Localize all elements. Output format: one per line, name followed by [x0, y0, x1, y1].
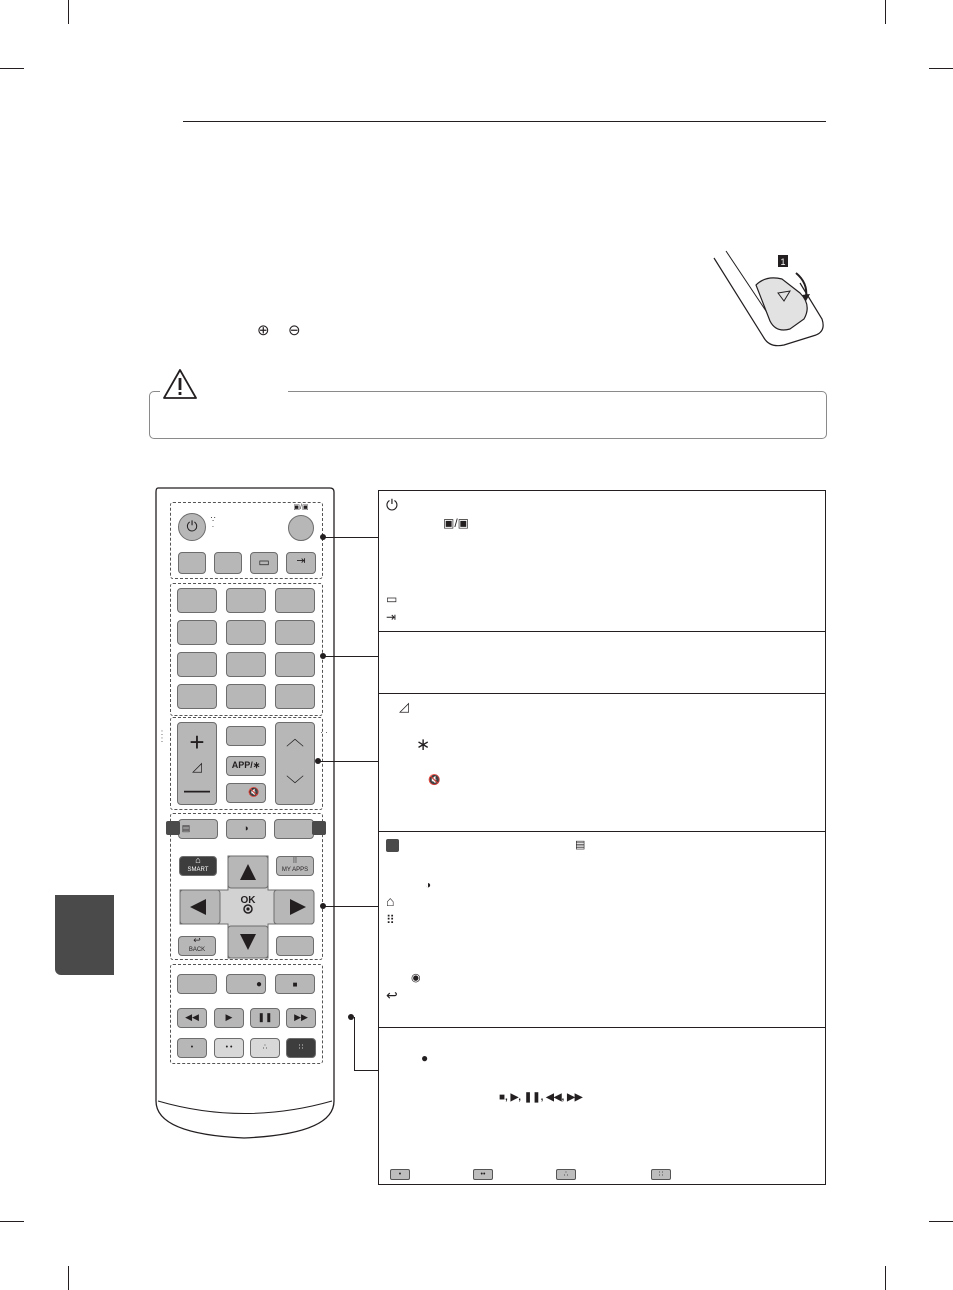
playback-icons: ■, ▶, ❚❚, ◀◀, ▶▶	[499, 1092, 583, 1103]
teletext-icon: ▤	[575, 839, 586, 851]
ratio-icon: ▭	[258, 555, 270, 569]
number-button[interactable]	[177, 588, 217, 613]
crop-mark	[929, 68, 953, 69]
callout-line	[318, 761, 378, 762]
back-icon: ↩	[386, 987, 398, 1003]
back-label: BACK	[188, 947, 206, 953]
input-icon: ⇥	[296, 555, 306, 567]
teletext-icon: ▤	[181, 823, 191, 833]
play-icon: ▶	[225, 1012, 233, 1022]
crop-mark	[929, 1221, 953, 1222]
remote-button[interactable]	[274, 819, 314, 839]
yellow-button-icon: ∴	[556, 1169, 576, 1180]
panel-navigation	[378, 831, 826, 1028]
info-icon: ◑	[243, 823, 249, 833]
mute-icon: 🔇	[248, 787, 260, 797]
minus-icon: —	[184, 774, 210, 804]
panel-numbers	[378, 631, 826, 694]
remote-button[interactable]	[178, 552, 206, 574]
dot-marker: · ·	[320, 728, 328, 737]
plus-circle-icon: ⊕	[257, 322, 270, 339]
marker-square	[312, 821, 326, 835]
callout-line	[323, 906, 378, 907]
tv-radio-icon: ▣/▣	[443, 516, 470, 530]
two-dot-icon: • •	[225, 1044, 233, 1051]
input-icon: ⇥	[386, 610, 397, 624]
chevron-up-icon: ︿	[286, 729, 304, 749]
star-icon: ∗	[416, 735, 431, 754]
ok-icon: ◉	[411, 972, 421, 984]
number-button[interactable]	[275, 684, 315, 709]
tv-radio-icon: ▣/▣	[293, 504, 309, 511]
panel-volume	[378, 693, 826, 832]
number-button[interactable]	[275, 620, 315, 645]
tv-radio-button[interactable]	[288, 515, 314, 541]
mute-icon: 🔇	[428, 775, 441, 786]
pause-icon: ❚❚	[257, 1012, 273, 1022]
minus-circle-icon: ⊖	[288, 322, 301, 339]
marker-square	[386, 839, 399, 852]
record-icon: ●	[421, 1051, 429, 1065]
number-button[interactable]	[226, 684, 266, 709]
number-button[interactable]	[275, 652, 315, 677]
remote-button[interactable]	[276, 936, 314, 956]
crop-mark	[68, 1266, 69, 1290]
callout-line	[354, 1017, 355, 1070]
grid-icon: ⠿	[292, 858, 298, 865]
callout-line	[323, 656, 378, 657]
rewind-icon: ◀◀	[185, 1012, 199, 1022]
remote-button[interactable]	[214, 552, 242, 574]
number-button[interactable]	[226, 652, 266, 677]
number-button[interactable]	[226, 588, 266, 613]
three-dot-icon: ∴	[262, 1044, 268, 1051]
number-button[interactable]	[226, 620, 266, 645]
svg-text:1: 1	[780, 257, 786, 267]
panel-playback	[378, 1027, 826, 1185]
callout-line	[354, 1070, 378, 1071]
volume-icon: ◿	[399, 699, 409, 714]
battery-cover-illustration	[704, 243, 829, 353]
ratio-icon: ▭	[386, 592, 398, 606]
crop-mark	[0, 1221, 24, 1222]
info-icon: ◑	[425, 880, 432, 891]
ok-label: OK	[240, 895, 256, 906]
forward-icon: ▶▶	[294, 1012, 308, 1022]
one-dot-icon: •	[190, 1044, 194, 1051]
number-button[interactable]	[177, 684, 217, 709]
number-button[interactable]	[177, 652, 217, 677]
power-icon: ⏻	[186, 518, 198, 534]
warning-icon	[162, 368, 198, 400]
stop-icon: ■	[292, 980, 298, 989]
crop-mark	[0, 68, 24, 69]
remote-button[interactable]	[177, 974, 217, 994]
power-icon: ⏻	[386, 497, 398, 514]
smart-label: SMART	[187, 867, 209, 873]
home-icon: ⌂	[386, 893, 395, 909]
four-dot-icon: ∷	[298, 1044, 304, 1051]
myapps-label: MY APPS	[281, 867, 309, 873]
crop-mark	[885, 0, 886, 24]
red-button-icon: •	[390, 1169, 410, 1180]
volume-icon: ◿	[192, 759, 202, 774]
chapter-tab	[55, 895, 114, 975]
dot-marker: : :	[160, 728, 164, 744]
caution-box	[149, 391, 827, 439]
back-icon: ↩	[193, 935, 201, 945]
crop-mark	[885, 1266, 886, 1290]
home-icon: ⌂	[195, 855, 201, 865]
dot-marker: ∵ ·	[210, 515, 216, 531]
remote-button[interactable]	[226, 726, 266, 746]
blue-button-icon: ∷	[651, 1169, 671, 1180]
green-button-icon: ••	[473, 1169, 493, 1180]
chevron-down-icon: ﹀	[286, 775, 304, 795]
grid-icon: ⠿	[386, 913, 395, 927]
panel-power	[378, 490, 826, 632]
marker-square	[166, 821, 180, 835]
mute-button[interactable]	[226, 783, 266, 803]
header-rule	[183, 121, 826, 122]
crop-mark	[68, 0, 69, 24]
callout-line	[323, 537, 378, 538]
number-button[interactable]	[177, 620, 217, 645]
app-label: APP/∗	[231, 760, 261, 770]
plus-icon: +	[189, 727, 205, 757]
number-button[interactable]	[275, 588, 315, 613]
record-icon: ●	[255, 979, 263, 990]
